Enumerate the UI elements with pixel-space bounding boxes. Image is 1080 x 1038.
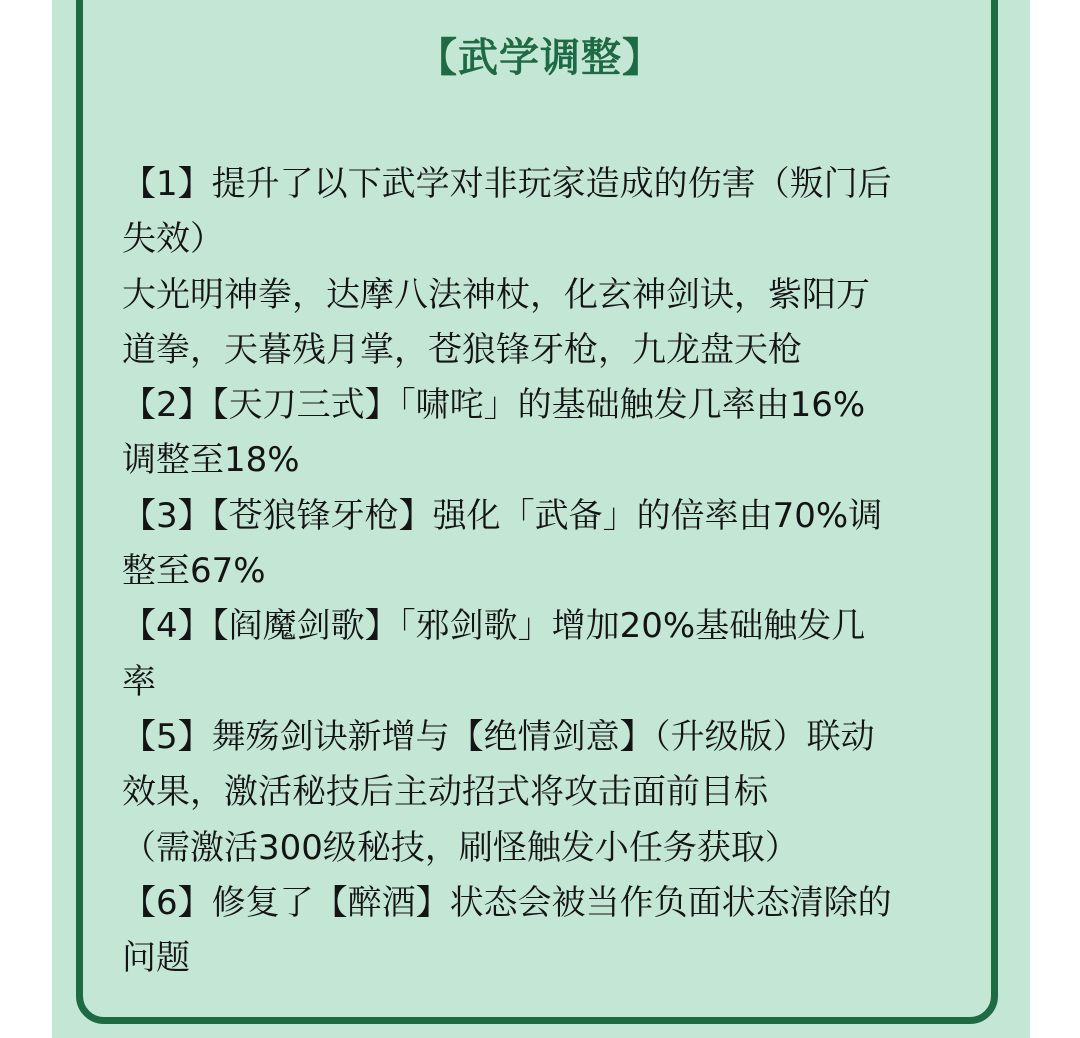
item-1-skill-list: 大光明神拳，达摩八法神杖，化玄神剑诀，紫阳万 道拳，天暮残月掌，苍狼锋牙枪，九龙盘天枪 bbox=[122, 274, 870, 370]
item-5-note: （需激活300级秘技，刷怪触发小任务获取） bbox=[122, 827, 799, 868]
item-4-text: 【4】【阎魔剑歌】「邪剑歌」增加20%基础触发几 率 bbox=[122, 606, 866, 702]
item-5-text: 【5】舞殇剑诀新增与【绝情剑意】（升级版）联动 效果，激活秘技后主动招式将攻击面前目标 bbox=[122, 716, 875, 813]
item-1-text: 【1】提升了以下武学对非玩家造成的伤害（叛门后 失效） bbox=[122, 164, 892, 260]
section-title: 【武学调整】 bbox=[417, 35, 663, 81]
content-body bbox=[122, 157, 964, 986]
item-6-text: 【6】修复了【醉酒】状态会被当作负面状态清除的 问题 bbox=[122, 882, 892, 979]
item-2-text: 【2】【天刀三式】「啸咤」的基础触发几率由16% 调整至18% bbox=[122, 385, 866, 481]
item-3-text: 【3】【苍狼锋牙枪】强化「武备」的倍率由70%调 整至67% bbox=[122, 495, 883, 592]
